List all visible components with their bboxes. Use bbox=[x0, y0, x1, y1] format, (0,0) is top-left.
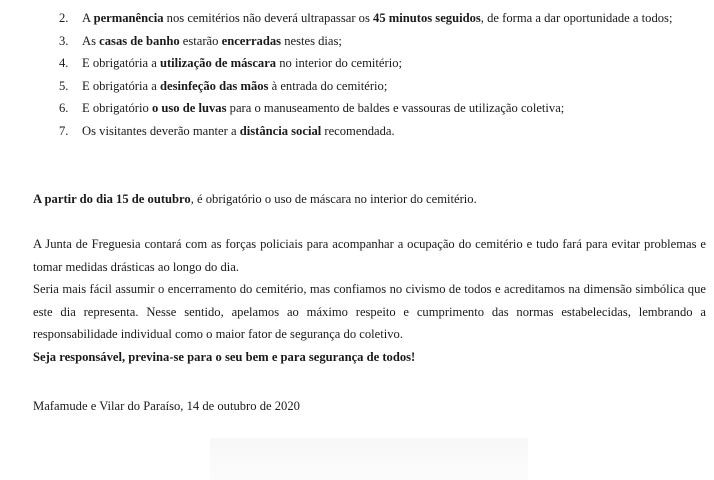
appeal-bold: Seja responsável, previna-se para o seu bem e para segurança de todos! bbox=[33, 350, 416, 364]
rule-number: 6. bbox=[59, 101, 69, 115]
rule-number: 7. bbox=[59, 123, 69, 138]
rule-text bbox=[82, 11, 672, 25]
rule-text-bold: utilização de máscara bbox=[159, 56, 277, 70]
mask-notice bbox=[33, 188, 706, 211]
appeal-text bbox=[33, 346, 706, 369]
rule-item bbox=[0, 30, 714, 53]
rule-text-part: para o manuseamento de baldes e vassouras de utilização coletiva; bbox=[226, 101, 565, 115]
rule-number: 2. bbox=[59, 11, 69, 25]
rule-item bbox=[0, 7, 714, 30]
rule-number: 5. bbox=[59, 78, 69, 93]
rule-text-part: estarão bbox=[179, 33, 222, 48]
rule-text bbox=[82, 34, 342, 48]
rule-text-bold: o uso de luvas bbox=[151, 101, 227, 115]
rule-text-part: à entrada do cemitério; bbox=[268, 78, 388, 93]
rule-text-bold: encerradas bbox=[221, 33, 282, 48]
rule-text-bold: permanência bbox=[93, 11, 164, 25]
mask-notice-date: A partir do dia 15 de outubro bbox=[33, 192, 191, 206]
rule-text-bold: desinfeção das mãos bbox=[159, 78, 269, 93]
blurred-signature-area bbox=[210, 438, 528, 480]
rule-number: 3. bbox=[59, 33, 69, 48]
rule-text-part: nestes dias; bbox=[281, 33, 342, 48]
rule-item bbox=[0, 97, 714, 120]
rule-text-part: , de forma a dar oportunidade a todos; bbox=[480, 11, 673, 25]
rule-text-part: A bbox=[82, 11, 94, 25]
rule-text-part: As bbox=[82, 33, 100, 48]
police-paragraph: A Junta de Freguesia contará com as forças policiais para acompanhar a ocupação do cemitério e tudo fará para evitar problemas e tomar medidas drásticas ao longo do dia. bbox=[33, 237, 706, 274]
civism-paragraph: Seria mais fácil assumir o encerramento do cemitério, mas confiamos no civismo de todos e acreditamos na dimensão simbólica que este dia representa. Nesse sentido, apelamos ao máximo respeito e cumprimento das normas estabelecidas, lembrando a responsabilidade individual como o maior fator de segurança do coletivo. bbox=[33, 282, 706, 341]
rule-text bbox=[82, 101, 564, 115]
mask-notice-text: , é obrigatório o uso de máscara no interior do cemitério. bbox=[190, 192, 477, 206]
rule-text-part: E obrigatório bbox=[82, 101, 152, 115]
rule-text-bold: 45 minutos seguidos bbox=[373, 11, 481, 25]
rule-text bbox=[82, 124, 395, 138]
rules-list bbox=[0, 7, 714, 142]
rule-number: 4. bbox=[59, 56, 69, 70]
rule-text-part: no interior do cemitério; bbox=[276, 56, 403, 70]
rule-item bbox=[0, 120, 714, 143]
rule-text bbox=[82, 79, 387, 93]
rule-text-bold: casas de banho bbox=[99, 33, 180, 48]
rule-item bbox=[0, 52, 714, 75]
rule-text-part: nos cemitérios não deverá ultrapassar os bbox=[163, 11, 374, 25]
rule-text-part: recomendada. bbox=[321, 123, 395, 138]
rule-item bbox=[0, 75, 714, 98]
rule-text-part: E obrigatória a bbox=[82, 78, 160, 93]
rule-text bbox=[82, 56, 402, 70]
rule-text-bold: distância social bbox=[239, 123, 322, 138]
signature-place-date: Mafamude e Vilar do Paraíso, 14 de outubro de 2020 bbox=[33, 399, 300, 413]
rule-text-part: E obrigatória a bbox=[82, 56, 160, 70]
rule-text-part: Os visitantes deverão manter a bbox=[82, 123, 240, 138]
